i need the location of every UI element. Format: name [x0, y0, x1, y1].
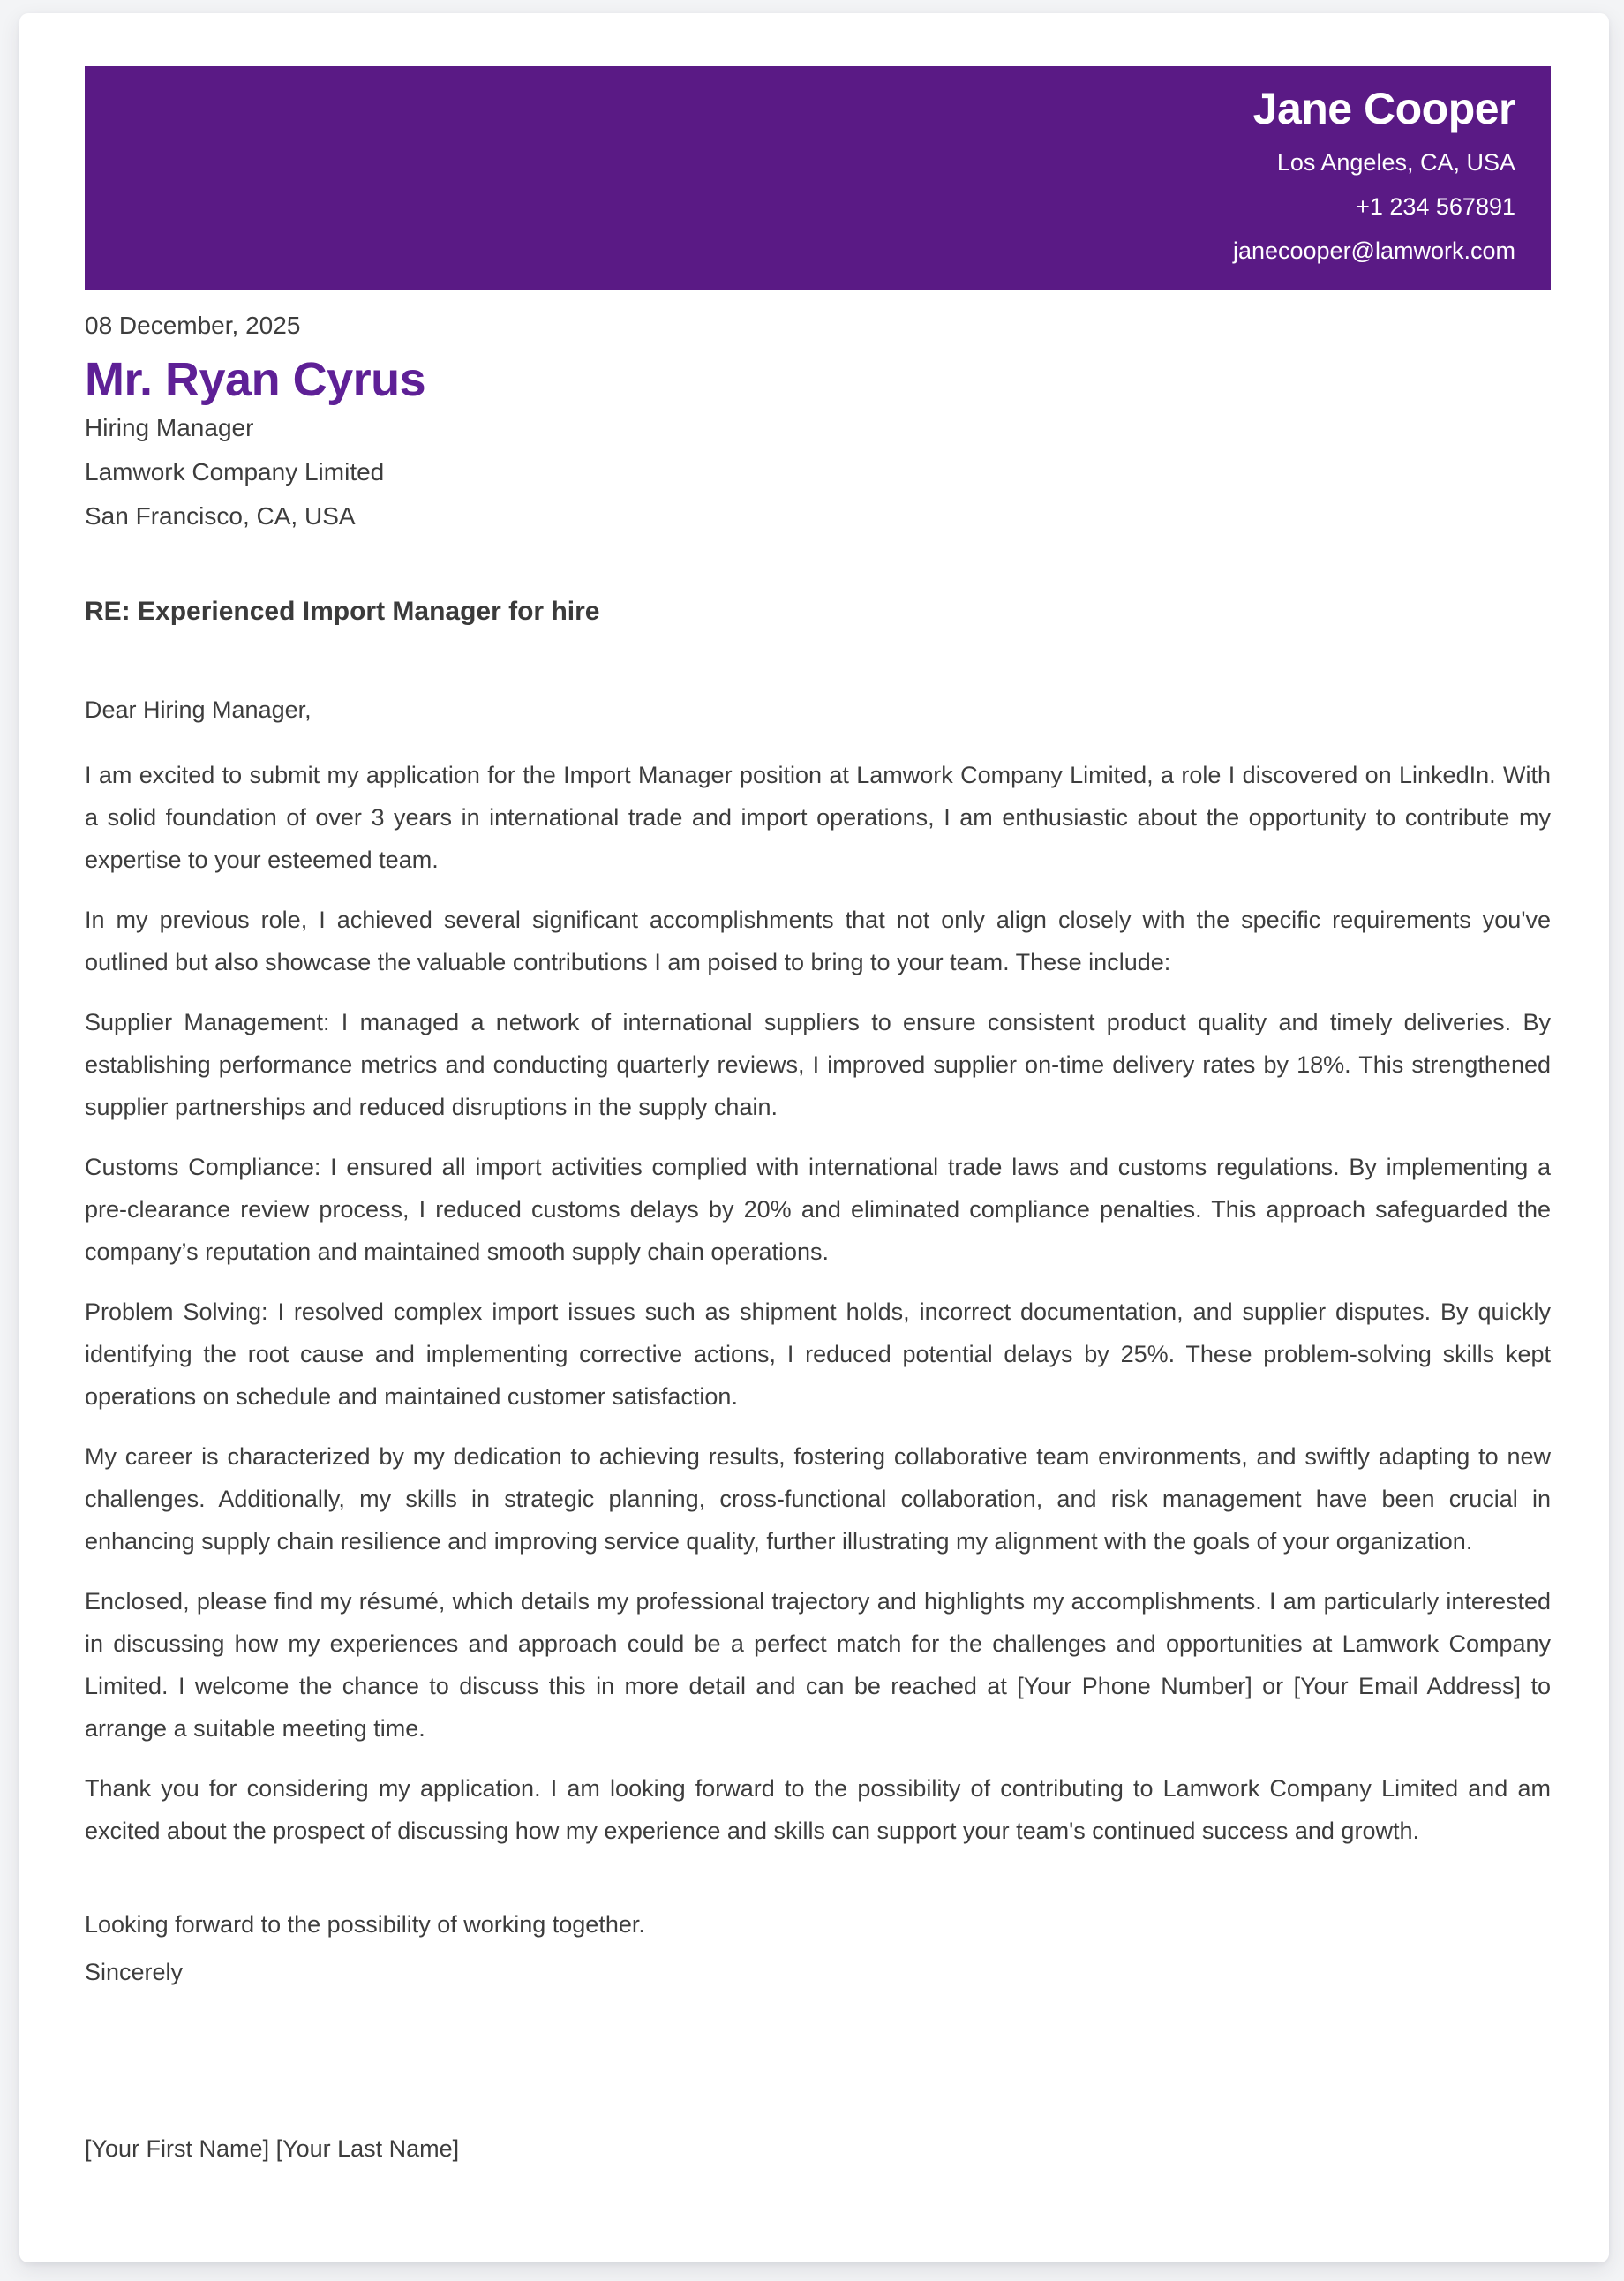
- paragraph-career-summary: My career is characterized by my dedication to achieving results, fostering collaborative team environments, and swiftly adapting to new challenges. Additionally, my skills in strategic planning, cross-functional collaboration, and risk management have been crucial in enhancing supply chain resilience and improving service quality, further illustrating my alignment with the goals of your organization.: [85, 1443, 1551, 1555]
- recipient-name: Mr. Ryan Cyrus: [85, 353, 426, 406]
- recipient-title: Hiring Manager: [85, 414, 254, 441]
- sender-name: Jane Cooper: [1252, 83, 1515, 133]
- sender-phone: +1 234 567891: [1356, 192, 1515, 220]
- paragraph-customs-compliance: Customs Compliance: I ensured all import activities complied with international trade laws and customs regulations. By implementing a pre-clearance review process, I reduced customs delays by 20% and eliminated compliance penalties. This approach safeguarded the company’s reputation and maintained smooth supply chain operations.: [85, 1154, 1551, 1265]
- sender-location: Los Angeles, CA, USA: [1276, 148, 1515, 176]
- header-banner: [85, 66, 1551, 290]
- cover-letter-page: [19, 13, 1609, 2262]
- closing-line: Looking forward to the possibility of working together.: [85, 1911, 645, 1938]
- signature-placeholder: [Your First Name] [Your Last Name]: [85, 2135, 460, 2162]
- sender-email: janecooper@lamwork.com: [1232, 237, 1515, 264]
- paragraph-enclosure: Enclosed, please find my résumé, which details my professional trajectory and highlights my accomplishments. I am particularly interested in discussing how my experiences and approach could be a perfect match for the challenges and opportunities at Lamwork Company Limited. I welcome the chance to discuss this in more detail and can be reached at [Your Phone Number] or [Your Email Address] to arrange a suitable meeting time.: [85, 1588, 1551, 1742]
- paragraph-intro: I am excited to submit my application for the Import Manager position at Lamwork Company Limited, a role I discovered on LinkedIn. With a solid foundation of over 3 years in international trade and import operations, I am enthusiastic about the opportunity to contribute my expertise to your esteemed team.: [85, 762, 1551, 873]
- recipient-location: San Francisco, CA, USA: [85, 502, 356, 530]
- recipient-company: Lamwork Company Limited: [85, 458, 385, 486]
- letter-body: [85, 290, 1551, 2170]
- subject-line: RE: Experienced Import Manager for hire: [85, 597, 600, 626]
- greeting: Dear Hiring Manager,: [85, 696, 312, 723]
- paragraph-supplier-management: Supplier Management: I managed a network of international suppliers to ensure consistent product quality and timely deliveries. By establishing performance metrics and conducting quarterly reviews, I improved supplier on-time delivery rates by 18%. This strengthened supplier partnerships and reduced disruptions in the supply chain.: [85, 1009, 1551, 1120]
- paragraph-problem-solving: Problem Solving: I resolved complex import issues such as shipment holds, incorrect documentation, and supplier disputes. By quickly identifying the root cause and implementing corrective actions, I reduced potential delays by 25%. These problem-solving skills kept operations on schedule and maintained customer satisfaction.: [85, 1299, 1551, 1410]
- paragraph-thank-you: Thank you for considering my application. I am looking forward to the possibility of contributing to Lamwork Company Limited and am excited about the prospect of discussing how my experience and skills can support your team's continued success and growth.: [85, 1775, 1551, 1844]
- letter-date: 08 December, 2025: [85, 312, 301, 339]
- paragraph-accomplishments-lead: In my previous role, I achieved several significant accomplishments that not only align closely with the specific requirements you've outlined but also showcase the valuable contributions I am poised to bring to your team. These include:: [85, 907, 1551, 975]
- signoff: Sincerely: [85, 1959, 184, 1985]
